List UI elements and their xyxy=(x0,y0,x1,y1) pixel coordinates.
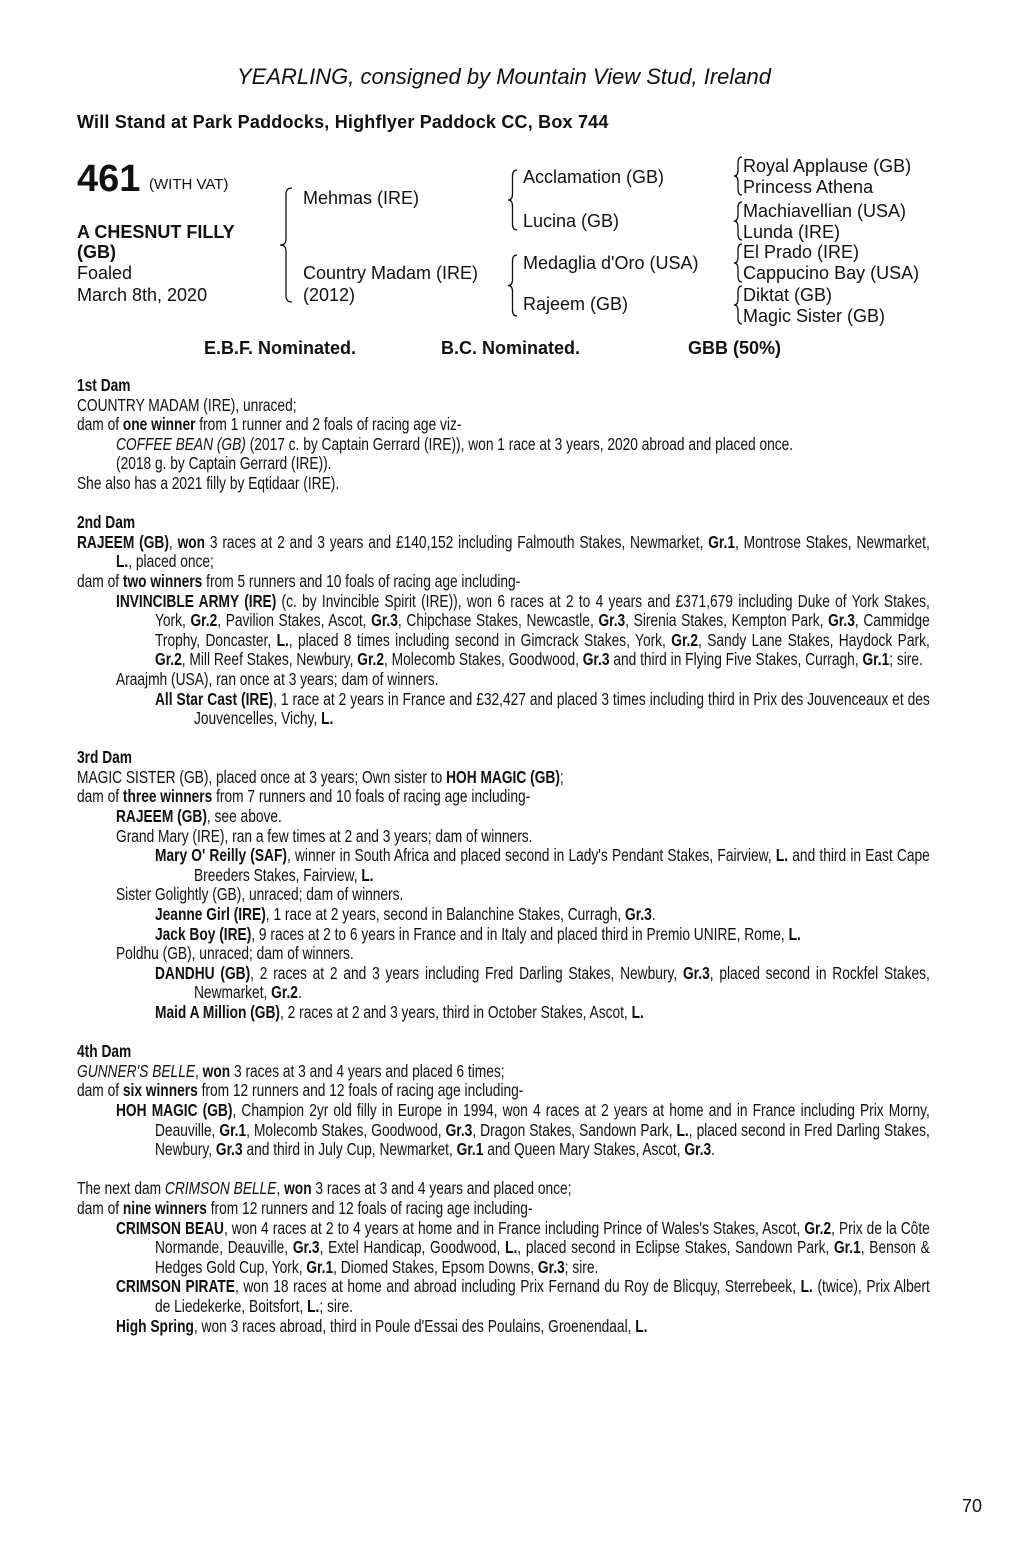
page-number: 70 xyxy=(962,1496,983,1516)
bold-text: Gr.3 xyxy=(292,1237,320,1258)
text: , see above. xyxy=(206,806,282,827)
pedigree-gen4: Royal Applause (GB) xyxy=(743,156,912,176)
text: , placed second in Fred Darling Stakes, Newbury, xyxy=(155,1119,930,1160)
italic-text: COFFEE BEAN (GB) xyxy=(116,433,246,454)
text: (twice), Prix Albert de Liedekerke, Boitsfort, xyxy=(155,1276,930,1316)
italic-text: CRIMSON BELLE xyxy=(164,1178,277,1199)
text: dam of xyxy=(77,786,123,807)
horse-description-origin: (GB) xyxy=(77,242,116,262)
foaled-label: Foaled xyxy=(77,263,133,283)
text: and third in July Cup, Newmarket, xyxy=(242,1139,457,1160)
bold-text: RAJEEM (GB) xyxy=(116,806,207,827)
produce-entry xyxy=(77,396,930,416)
produce-entry xyxy=(77,846,930,885)
pedigree-gen3: Acclamation (GB) xyxy=(523,167,665,187)
text: 3 races at 3 and 4 years and placed 6 times; xyxy=(230,1060,505,1081)
bold-text: L. xyxy=(631,1002,644,1022)
section-heading: 1st Dam xyxy=(77,375,131,395)
pedigree-gen4: Cappucino Bay (USA) xyxy=(743,263,920,283)
bold-text: Gr.3 xyxy=(215,1139,243,1160)
bold-text: L. xyxy=(307,1295,320,1316)
brace-icon xyxy=(508,255,517,316)
text: dam of xyxy=(77,1080,123,1101)
text: , xyxy=(195,1060,203,1081)
text: dam of xyxy=(77,1197,123,1218)
bold-text: won xyxy=(202,1060,231,1081)
bold-text: L. xyxy=(505,1237,518,1258)
bold-text: L. xyxy=(800,1276,813,1297)
bold-text: one winner xyxy=(122,414,196,435)
produce-entry xyxy=(77,1003,930,1023)
produce-entry xyxy=(77,435,930,455)
text: (2018 g. by Captain Gerrard (IRE)). xyxy=(116,453,332,474)
produce-entry xyxy=(77,944,930,964)
text: , placed second in Rockfel Stakes, Newmarket, xyxy=(194,962,930,1003)
text: , Prix de la Côte Normande, Deauville, xyxy=(155,1217,930,1258)
text: , winner in South Africa and placed second in Lady's Pendant Stakes, Fairview, xyxy=(286,845,776,866)
text: from 1 runner and 2 foals of racing age viz- xyxy=(195,414,462,435)
bold-text: Gr.3 xyxy=(684,1139,712,1160)
text: from 5 runners and 10 foals of racing age including- xyxy=(202,570,521,591)
pedigree-gen4: El Prado (IRE) xyxy=(743,242,860,262)
dam-section-3 xyxy=(77,748,930,1022)
produce-entry xyxy=(77,787,930,807)
text: and third in Flying Five Stakes, Curragh, xyxy=(609,649,863,670)
text: , 1 race at 2 years in France and £32,427 and placed 3 times including third in Prix des Jouvenceaux et des Jouvencelles, Vichy, xyxy=(194,688,930,729)
bold-text: Gr.2 xyxy=(190,610,218,631)
text: , Diomed Stakes, Epsom Downs, xyxy=(333,1256,538,1277)
bold-text: L. xyxy=(676,1119,689,1140)
bold-text: Gr.3 xyxy=(828,610,855,631)
pedigree-gen4: Machiavellian (USA) xyxy=(743,201,907,221)
brace-icon xyxy=(734,157,742,195)
bold-text: CRIMSON PIRATE xyxy=(116,1276,235,1297)
text: Sister Golightly (GB), unraced; dam of winners. xyxy=(116,884,404,905)
bold-text: L. xyxy=(788,923,801,944)
dam-section-4 xyxy=(77,1042,930,1160)
pedigree-gen4: Princess Athena xyxy=(743,177,874,197)
produce-entry xyxy=(77,690,930,729)
lot-number: 461 xyxy=(77,158,141,200)
text: , Montrose Stakes, Newmarket, xyxy=(734,531,930,552)
text: , Pavilion Stakes, Ascot, xyxy=(217,610,372,631)
bold-text: DANDHU (GB) xyxy=(155,962,251,983)
text: Poldhu (GB), unraced; dam of winners. xyxy=(116,943,354,964)
text: , xyxy=(168,531,178,552)
text: , placed once; xyxy=(128,551,214,572)
produce-entry xyxy=(77,1317,930,1337)
pedigree-gen4: Diktat (GB) xyxy=(743,285,833,305)
bold-text: Gr.3 xyxy=(598,610,626,631)
text: (c. by Invincible Spirit (IRE)), won 6 races at 2 to 4 years and £371,679 including Duke of York Stakes, York, xyxy=(155,590,930,631)
bold-text: HOH MAGIC (GB) xyxy=(116,1099,233,1120)
pedigree-gen3: Rajeem (GB) xyxy=(523,294,629,314)
bold-text: Jack Boy (IRE) xyxy=(155,923,252,944)
bold-text: Gr.3 xyxy=(682,962,710,983)
bold-text: L. xyxy=(361,864,374,885)
text: , won 4 races at 2 to 4 years at home and in France including Prince of Wales's Stakes, Ascot, xyxy=(223,1217,805,1238)
text: . xyxy=(651,904,656,925)
gbb-note: GBB (50%) xyxy=(688,338,782,358)
bc-nomination: B.C. Nominated. xyxy=(441,338,581,358)
text: , 9 races at 2 to 6 years in France and in Italy and placed third in Premio UNIRE, Rome, xyxy=(251,923,789,944)
italic-text: GUNNER'S BELLE xyxy=(77,1060,196,1081)
pedigree-sire: Mehmas (IRE) xyxy=(303,188,420,208)
produce-entry xyxy=(77,885,930,905)
horse-description: A CHESNUT FILLY xyxy=(77,222,235,242)
pedigree-gen3: Lucina (GB) xyxy=(523,211,620,231)
text: , won 18 races at home and abroad including Prix Fernand du Roy de Blicquy, Sterrebeek, xyxy=(234,1276,801,1297)
produce-entry xyxy=(77,572,930,592)
produce-entry xyxy=(77,964,930,1003)
bold-text: two winners xyxy=(122,570,203,591)
bold-text: won xyxy=(284,1178,312,1199)
section-heading: 4th Dam xyxy=(77,1041,132,1062)
bold-text: High Spring xyxy=(116,1315,194,1336)
brace-icon xyxy=(508,170,517,230)
produce-entry xyxy=(77,1101,930,1160)
text: , won 3 races abroad, third in Poule d'Essai des Poulains, Groenendaal, xyxy=(193,1315,636,1336)
bold-text: Gr.3 xyxy=(445,1119,473,1140)
bold-text: Mary O' Reilly (SAF) xyxy=(155,845,287,866)
text: Araajmh (USA), ran once at 3 years; dam of winners. xyxy=(116,668,439,689)
bold-text: won xyxy=(177,531,206,552)
page-title: YEARLING, consigned by Mountain View Stud, Ireland xyxy=(236,64,771,89)
text: 3 races at 3 and 4 years and placed once; xyxy=(311,1178,572,1199)
produce-entry xyxy=(77,474,930,494)
text: , Molecomb Stakes, Goodwood, xyxy=(384,649,583,670)
text: and third in East Cape Breeders Stakes, Fairview, xyxy=(194,845,930,885)
section-heading: 2nd Dam xyxy=(77,512,136,533)
bold-text: L. xyxy=(635,1315,648,1336)
bold-text: Gr.2 xyxy=(271,982,298,1003)
text: , Champion 2yr old filly in Europe in 1994, won 4 races at 2 years at home and in France including Prix Morny, Deauville, xyxy=(155,1099,930,1140)
produce-record xyxy=(77,376,930,1356)
text: , Sirenia Stakes, Kempton Park, xyxy=(625,610,829,631)
text: from 7 runners and 10 foals of racing age including- xyxy=(212,786,531,807)
brace-icon xyxy=(734,202,742,240)
text: , Extel Handicap, Goodwood, xyxy=(319,1237,506,1258)
brace-icon xyxy=(280,188,292,302)
text: dam of xyxy=(77,414,123,435)
bold-text: six winners xyxy=(122,1080,198,1101)
produce-entry xyxy=(77,1062,930,1082)
text: , xyxy=(276,1178,285,1199)
text: , 2 races at 2 and 3 years including Fred Darling Stakes, Newbury, xyxy=(250,962,683,983)
text: She also has a 2021 filly by Eqtidaar (IRE). xyxy=(77,472,340,493)
bold-text: All Star Cast (IRE) xyxy=(155,688,274,709)
pedigree-gen3: Medaglia d'Oro (USA) xyxy=(523,253,699,273)
text: (2017 c. by Captain Gerrard (IRE)), won 1 race at 3 years, 2020 abroad and placed once. xyxy=(245,433,794,454)
produce-entry xyxy=(77,1179,930,1199)
bold-text: Gr.2 xyxy=(155,649,182,670)
bold-text: Gr.3 xyxy=(537,1256,565,1277)
text: and Queen Mary Stakes, Ascot, xyxy=(483,1139,685,1160)
brace-icon xyxy=(734,244,742,282)
bold-text: L. xyxy=(321,708,334,729)
bold-text: Maid A Million (GB) xyxy=(155,1002,281,1022)
produce-entry xyxy=(77,415,930,435)
text: ; sire. xyxy=(564,1256,599,1277)
text: , 2 races at 2 and 3 years, third in October Stakes, Ascot, xyxy=(280,1002,632,1022)
produce-entry xyxy=(77,454,930,474)
bold-text: Gr.1 xyxy=(306,1256,334,1277)
pedigree-gen4: Lunda (IRE) xyxy=(743,222,841,242)
produce-entry xyxy=(77,1199,930,1219)
text: ; sire. xyxy=(889,649,923,670)
bold-text: Jeanne Girl (IRE) xyxy=(155,904,266,925)
text: ; xyxy=(559,766,564,787)
pedigree-dam-year: (2012) xyxy=(303,285,356,305)
bold-text: Gr.2 xyxy=(671,629,699,650)
text: , placed second in Eclipse Stakes, Sandown Park, xyxy=(517,1237,834,1258)
produce-entry xyxy=(77,905,930,925)
bold-text: Gr.1 xyxy=(833,1237,861,1258)
text: , 1 race at 2 years, second in Balanchine Stakes, Curragh, xyxy=(265,904,626,925)
text: The next dam xyxy=(77,1178,165,1199)
stand-location: Will Stand at Park Paddocks, Highflyer Paddock CC, Box 744 xyxy=(77,112,609,132)
bold-text: L. xyxy=(116,551,129,572)
produce-entry xyxy=(77,1081,930,1101)
text: , Sandy Lane Stakes, Haydock Park, xyxy=(698,629,930,650)
produce-entry xyxy=(77,925,930,945)
dam-section-2 xyxy=(77,513,930,729)
ebf-nomination: E.B.F. Nominated. xyxy=(204,338,357,358)
text: COUNTRY MADAM (IRE), unraced; xyxy=(77,394,297,415)
bold-text: nine winners xyxy=(122,1197,207,1218)
produce-entry xyxy=(77,670,930,690)
bold-text: L. xyxy=(775,845,789,866)
bold-text: three winners xyxy=(122,786,213,807)
bold-text: Gr.2 xyxy=(804,1217,832,1238)
text: . xyxy=(297,982,302,1003)
text: from 12 runners and 12 foals of racing age including- xyxy=(197,1080,524,1101)
section-heading: 3rd Dam xyxy=(77,747,133,768)
produce-entry xyxy=(77,1277,930,1316)
produce-entry xyxy=(77,807,930,827)
dam-section-1 xyxy=(77,376,930,494)
bold-text: Gr.3 xyxy=(371,610,398,631)
bold-text: RAJEEM (GB) xyxy=(77,531,169,552)
text: , Cammidge Trophy, Doncaster, xyxy=(155,610,930,650)
bold-text: L. xyxy=(276,629,289,650)
text: . xyxy=(711,1139,715,1160)
foaled-date: March 8th, 2020 xyxy=(77,285,208,305)
bold-text: Gr.1 xyxy=(862,649,890,670)
text: from 12 runners and 12 foals of racing age including- xyxy=(206,1197,533,1218)
pedigree-dam: Country Madam (IRE) xyxy=(303,263,479,283)
brace-icon xyxy=(734,286,742,324)
produce-entry xyxy=(77,592,930,670)
produce-entry xyxy=(77,827,930,847)
text: Grand Mary (IRE), ran a few times at 2 and 3 years; dam of winners. xyxy=(116,825,533,846)
pedigree-gen4: Magic Sister (GB) xyxy=(743,306,886,326)
produce-entry xyxy=(77,533,930,572)
bold-text: Gr.1 xyxy=(456,1139,484,1160)
text: , Dragon Stakes, Sandown Park, xyxy=(472,1119,677,1140)
bold-text: Gr.3 xyxy=(625,904,652,925)
bold-text: Gr.2 xyxy=(357,649,385,670)
bold-text: Gr.3 xyxy=(582,649,610,670)
vat-note: (WITH VAT) xyxy=(149,176,229,193)
text: , Chipchase Stakes, Newcastle, xyxy=(397,610,599,631)
text: ; sire. xyxy=(319,1295,353,1316)
produce-entry xyxy=(77,1219,930,1278)
bold-text: HOH MAGIC (GB) xyxy=(446,766,560,787)
produce-entry xyxy=(77,768,930,788)
bold-text: Gr.1 xyxy=(708,531,735,552)
text: 3 races at 2 and 3 years and £140,152 including Falmouth Stakes, Newmarket, xyxy=(205,531,709,552)
text: , Mill Reef Stakes, Newbury, xyxy=(181,649,358,670)
text: dam of xyxy=(77,570,123,591)
next-dam-section xyxy=(77,1179,930,1336)
bold-text: Gr.1 xyxy=(219,1119,247,1140)
text: , Molecomb Stakes, Goodwood, xyxy=(246,1119,446,1140)
text: , placed 8 times including second in Gimcrack Stakes, York, xyxy=(288,629,672,650)
text: MAGIC SISTER (GB), placed once at 3 years; Own sister to xyxy=(77,766,447,787)
bold-text: INVINCIBLE ARMY (IRE) xyxy=(116,590,277,611)
bold-text: CRIMSON BEAU xyxy=(116,1217,224,1238)
text: , Benson & Hedges Gold Cup, York, xyxy=(155,1237,930,1277)
